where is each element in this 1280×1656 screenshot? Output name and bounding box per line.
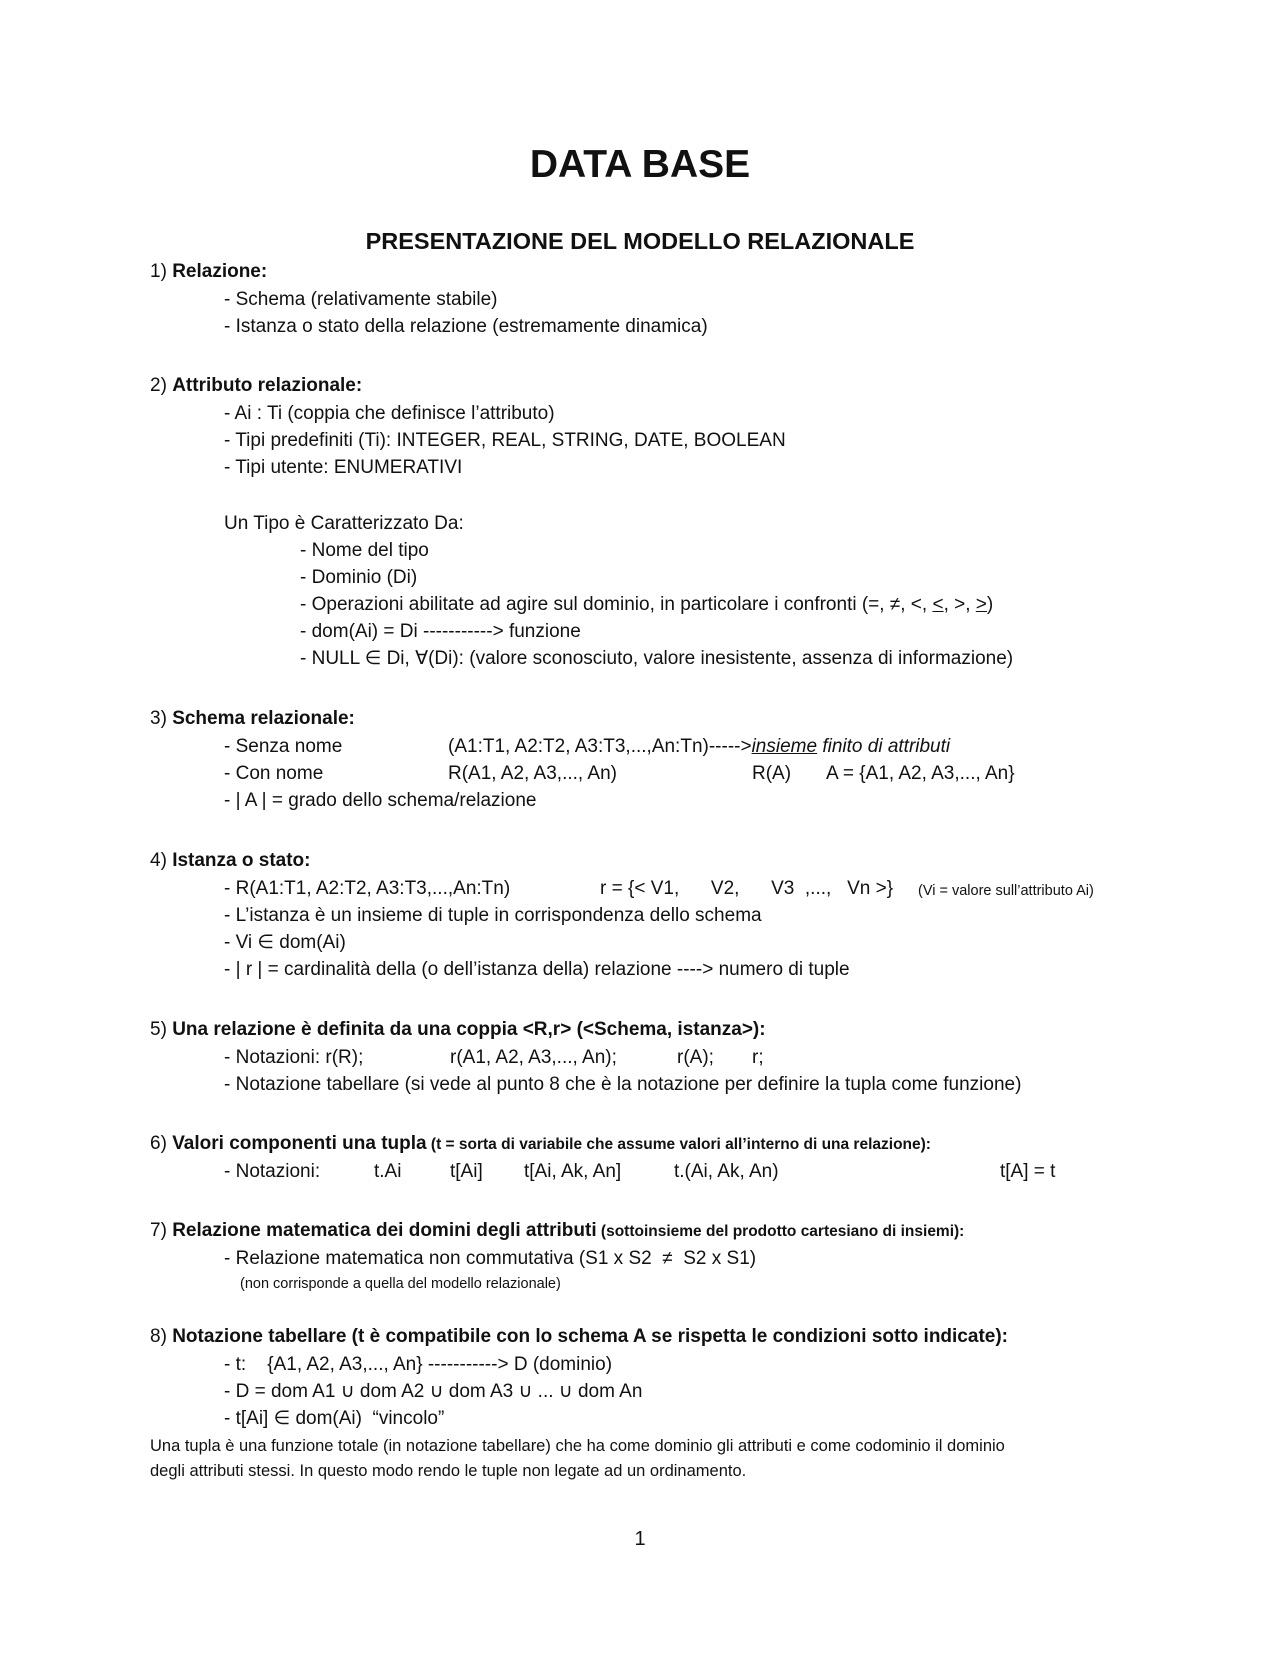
text-segment: ) <box>986 594 994 615</box>
section-title: Valori componenti una tupla <box>172 1133 427 1154</box>
section-number: 3) <box>150 708 173 729</box>
text-segment: , >, <box>943 594 976 615</box>
section-number: 4) <box>150 850 173 871</box>
section-number: 6) <box>150 1133 173 1154</box>
section-6-line-1a: - Notazioni: <box>224 1161 321 1182</box>
section-4-line-3: - Vi ∈ dom(Ai) <box>224 932 346 953</box>
section-7-line-1: - Relazione matematica non commutativa (S1 x S2 ≠ S2 x S1) <box>224 1248 757 1269</box>
section-5-line-1a: - Notazioni: r(R); <box>224 1047 364 1068</box>
section-8-line-2: - D = dom A1 ∪ dom A2 ∪ dom A3 ∪ ... ∪ dom An <box>224 1381 643 1402</box>
section-number: 2) <box>150 375 173 396</box>
underlined-symbol: < <box>932 594 944 615</box>
section-4-line-1c: (Vi = valore sull’attributo Ai) <box>918 883 1094 899</box>
section-title: Schema relazionale: <box>172 708 355 729</box>
section-note: (t = sorta di variabile che assume valori all’interno di una relazione): <box>426 1136 931 1153</box>
section-3-heading <box>150 707 355 731</box>
section-6-line-1c: t[Ai] <box>450 1161 483 1182</box>
section-title: Una relazione è definita da una coppia <R,r> (<Schema, istanza>): <box>172 1019 766 1040</box>
section-4-line-1a: - R(A1:T1, A2:T2, A3:T3,...,An:Tn) <box>224 878 511 899</box>
italic-text: finito di attributi <box>817 736 951 757</box>
section-8-line-3: - t[Ai] ∈ dom(Ai) “vincolo” <box>224 1408 445 1429</box>
section-1-heading <box>150 260 267 284</box>
section-title: Relazione: <box>172 261 268 282</box>
section-2-line-2: - Tipi predefiniti (Ti): INTEGER, REAL, STRING, DATE, BOOLEAN <box>224 430 786 451</box>
section-2-line-3: - Tipi utente: ENUMERATIVI <box>224 457 463 478</box>
section-8-heading <box>150 1325 1008 1349</box>
section-number: 5) <box>150 1019 173 1040</box>
section-6-line-1d: t[Ai, Ak, An] <box>524 1161 622 1182</box>
section-note: (sottoinsieme del prodotto cartesiano di insiemi): <box>596 1223 965 1240</box>
tipo-line-1: - Nome del tipo <box>300 540 429 561</box>
tipo-heading: Un Tipo è Caratterizzato Da: <box>224 513 464 534</box>
page-subtitle: PRESENTAZIONE DEL MODELLO RELAZIONALE <box>365 228 915 254</box>
section-3-line-2c: R(A) <box>752 763 792 784</box>
tipo-line-3 <box>300 593 993 617</box>
section-number: 1) <box>150 261 173 282</box>
section-5-line-2: - Notazione tabellare (si vede al punto 8 che è la notazione per definire la tupla come funzione) <box>224 1074 1022 1095</box>
section-number: 7) <box>150 1220 173 1241</box>
section-4-line-2: - L’istanza è un insieme di tuple in corrispondenza dello schema <box>224 905 762 926</box>
section-4-line-4: - | r | = cardinalità della (o dell’istanza della) relazione ----> numero di tuple <box>224 959 850 980</box>
section-title: Istanza o stato: <box>172 850 311 871</box>
tipo-line-5: - NULL ∈ Di, ∀(Di): (valore sconosciuto, valore inesistente, assenza di informazione) <box>300 648 1014 669</box>
text-segment: - Operazioni abilitate ad agire sul dominio, in particolare i confronti (=, ≠, <, <box>300 594 933 615</box>
section-4-line-1b: r = {< V1, V2, V3 ,..., Vn >} <box>600 878 894 899</box>
italic-underlined-word: insieme <box>751 736 818 757</box>
section-7-heading <box>150 1219 964 1244</box>
section-3-line-2d: A = {A1, A2, A3,..., An} <box>826 763 1015 784</box>
section-number: 8) <box>150 1326 173 1347</box>
tipo-line-4: - dom(Ai) = Di -----------> funzione <box>300 621 581 642</box>
section-1-line-1: - Schema (relativamente stabile) <box>224 289 498 310</box>
section-4-heading <box>150 849 311 873</box>
section-6-line-1b: t.Ai <box>374 1161 402 1182</box>
section-5-line-1d: r; <box>752 1047 764 1068</box>
tipo-line-2: - Dominio (Di) <box>300 567 418 588</box>
section-5-line-1b: r(A1, A2, A3,..., An); <box>450 1047 617 1068</box>
section-3-line-2b: R(A1, A2, A3,..., An) <box>448 763 617 784</box>
page-number: 1 <box>634 1528 646 1550</box>
section-3-line-1a: - Senza nome <box>224 736 343 757</box>
section-6-line-1e: t.(Ai, Ak, An) <box>674 1161 779 1182</box>
underlined-symbol: > <box>975 594 987 615</box>
text-segment: (A1:T1, A2:T2, A3:T3,...,An:Tn)-----> <box>448 736 752 757</box>
section-3-line-3: - | A | = grado dello schema/relazione <box>224 790 537 811</box>
section-title: Attributo relazionale: <box>172 375 363 396</box>
section-3-line-2a: - Con nome <box>224 763 324 784</box>
section-title: Notazione tabellare (t è compatibile con lo schema A se rispetta le condizioni sotto indicate): <box>172 1326 1008 1347</box>
section-6-line-1f: t[A] = t <box>1000 1161 1056 1182</box>
section-8-line-1: - t: {A1, A2, A3,..., An} -----------> D (dominio) <box>224 1354 613 1375</box>
section-title: Relazione matematica dei domini degli attributi <box>172 1220 597 1241</box>
section-3-line-1b <box>448 735 950 759</box>
section-8-paragraph-line-2: degli attributi stessi. In questo modo rendo le tuple non legate ad un ordinamento. <box>150 1462 747 1480</box>
page-title: DATA BASE <box>529 143 751 186</box>
section-5-heading <box>150 1018 766 1042</box>
section-6-heading <box>150 1132 931 1157</box>
section-1-line-2: - Istanza o stato della relazione (estremamente dinamica) <box>224 316 708 337</box>
section-2-line-1: - Ai : Ti (coppia che definisce l’attributo) <box>224 403 555 424</box>
section-2-heading <box>150 374 362 398</box>
section-5-line-1c: r(A); <box>677 1047 714 1068</box>
section-8-paragraph-line-1: Una tupla è una funzione totale (in notazione tabellare) che ha come dominio gli attributi e come codominio il dominio <box>150 1437 1005 1455</box>
section-7-line-2: (non corrisponde a quella del modello relazionale) <box>240 1276 561 1292</box>
